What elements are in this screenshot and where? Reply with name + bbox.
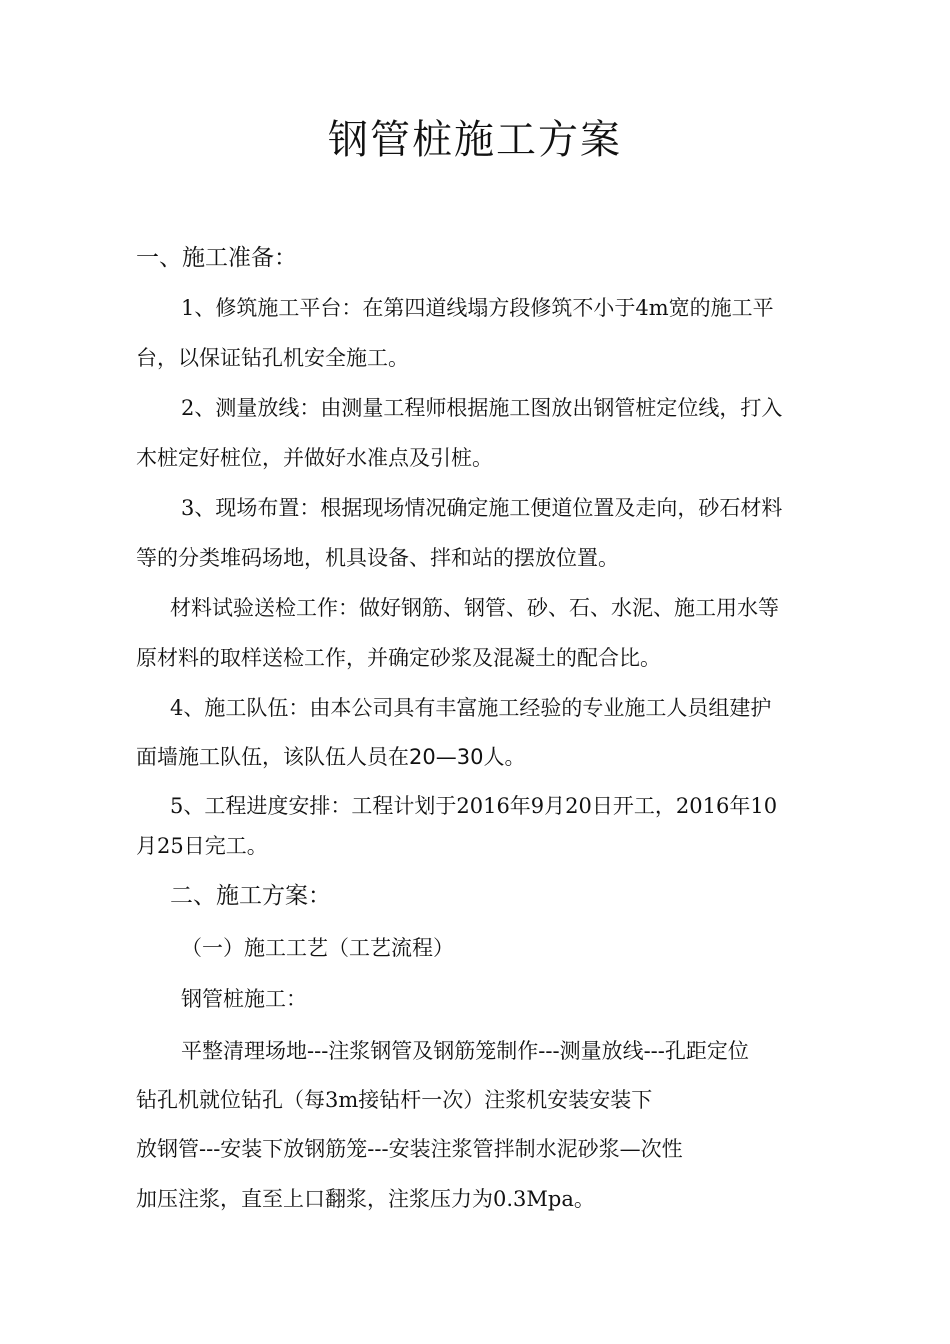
paragraph-line: 4、施工队伍：由本公司具有丰富施工经验的专业施工人员组建护 [170,696,772,720]
process-flow-line: 放钢管---安装下放钢筋笼---安装注浆管拌制水泥砂浆—次性 [136,1137,683,1161]
team-size-range: 20—30 [409,745,484,769]
paragraph-line: 木桩定好桩位，并做好水准点及引桩。 [136,446,493,470]
paragraph-line: 台，以保证钻孔机安全施工。 [136,346,409,370]
paragraph-text: 面墙施工队伍，该队伍人员在 [136,745,409,769]
section-heading-plan: 二、施工方案： [170,883,331,909]
subheading-process: （一）施工工艺（工艺流程） [181,936,454,960]
document-title: 钢管桩施工方案 [328,117,622,163]
paragraph-line: 材料试验送检工作：做好钢筋、钢管、砂、石、水泥、施工用水等 [170,596,779,620]
section-heading-preparation: 一、施工准备： [136,245,297,271]
paragraph-line: 1、修筑施工平台：在第四道线塌方段修筑不小于4m宽的施工平 [181,296,774,320]
paragraph-line: 等的分类堆码场地，机具设备、拌和站的摆放位置。 [136,546,619,570]
paragraph-line [136,742,525,772]
paragraph-line: 5、工程进度安排：工程计划于2016年9月20日开工，2016年10 [170,794,778,818]
process-flow-line: 加压注浆，直至上口翻浆，注浆压力为0.3Mpa。 [136,1187,595,1211]
paragraph-line: 月25日完工。 [136,834,268,858]
paragraph-line: 2、测量放线：由测量工程师根据施工图放出钢管桩定位线，打入 [181,396,783,420]
paragraph-line: 原材料的取样送检工作，并确定砂浆及混凝土的配合比。 [136,646,661,670]
paragraph-text: 人。 [483,745,526,769]
process-flow-line: 钻孔机就位钻孔（每3m接钻杆一次）注浆机安装安装下 [136,1088,653,1112]
subheading-steel-pile: 钢管桩施工： [181,987,307,1011]
paragraph-line: 3、现场布置：根据现场情况确定施工便道位置及走向，砂石材料 [181,496,783,520]
process-flow-line: 平整清理场地---注浆钢管及钢筋笼制作---测量放线---孔距定位 [181,1039,749,1063]
